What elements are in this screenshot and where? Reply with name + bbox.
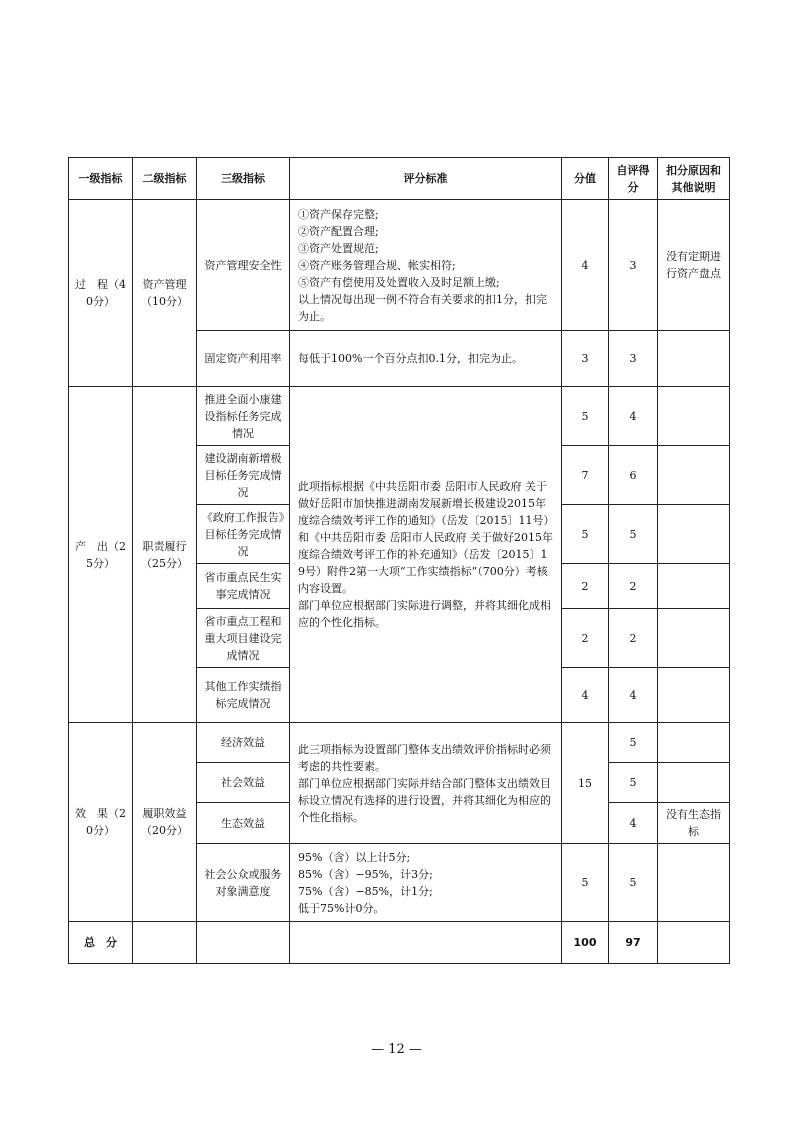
table-row bbox=[69, 200, 730, 331]
criteria-line: 75%（含）−85%，计1分; bbox=[298, 884, 433, 898]
level1-effect: 效 果（20分） bbox=[69, 723, 133, 922]
criteria-line: 部门单位应根据部门实际进行调整，并将其细化成相应的个性化指标。 bbox=[298, 599, 551, 629]
criteria-line: ⑤资产有偿使用及处置收入及时足额上缴; bbox=[298, 275, 500, 289]
criteria-line: 此三项指标为设置部门整体支出绩效评价指标时必须考虑的共性要素。 bbox=[298, 742, 551, 773]
criteria-line: 低于75%计0分。 bbox=[298, 901, 385, 915]
evaluation-table bbox=[68, 157, 730, 964]
criteria-cell bbox=[290, 844, 562, 922]
level2-asset-management: 资产管理（10分） bbox=[133, 200, 197, 387]
score-cell: 7 bbox=[562, 446, 609, 505]
header-criteria: 评分标准 bbox=[290, 158, 562, 200]
level3-cell: 省市重点工程和重大项目建设完成情况 bbox=[197, 609, 290, 668]
total-score: 100 bbox=[562, 922, 609, 964]
criteria-cell bbox=[290, 200, 562, 331]
header-level1: 一级指标 bbox=[69, 158, 133, 200]
total-label: 总 分 bbox=[69, 922, 133, 964]
level1-process: 过 程（40分） bbox=[69, 200, 133, 387]
score-cell: 5 bbox=[562, 844, 609, 922]
empty-cell bbox=[658, 922, 730, 964]
self-score-cell: 5 bbox=[609, 763, 658, 803]
note-cell bbox=[658, 609, 730, 668]
score-cell: 15 bbox=[562, 723, 609, 844]
level3-cell: 生态效益 bbox=[197, 803, 290, 844]
self-score-cell: 2 bbox=[609, 564, 658, 609]
empty-cell bbox=[197, 922, 290, 964]
criteria-cell bbox=[290, 723, 562, 844]
note-cell: 没有定期进行资产盘点 bbox=[658, 200, 730, 331]
total-self-score: 97 bbox=[609, 922, 658, 964]
self-score-cell: 2 bbox=[609, 609, 658, 668]
header-row bbox=[69, 158, 730, 200]
note-cell bbox=[658, 387, 730, 446]
criteria-line: 以上情况每出现一例不符合有关要求的扣1分，扣完为止。 bbox=[298, 292, 547, 323]
criteria-line: 部门单位应根据部门实际并结合部门整体支出绩效目标设立情况有选择的进行设置，并将其细化为相应的个性化指标。 bbox=[298, 776, 551, 824]
note-cell bbox=[658, 844, 730, 922]
criteria-cell bbox=[290, 387, 562, 723]
criteria-cell bbox=[290, 331, 562, 387]
self-score-cell: 3 bbox=[609, 200, 658, 331]
note-cell bbox=[658, 564, 730, 609]
criteria-line: 每低于100%一个百分点扣0.1分，扣完为止。 bbox=[298, 352, 523, 365]
header-self-score: 自评得分 bbox=[609, 158, 658, 200]
score-cell: 5 bbox=[562, 387, 609, 446]
self-score-cell: 4 bbox=[609, 668, 658, 723]
level2-performance: 履职效益（20分） bbox=[133, 723, 197, 922]
note-cell bbox=[658, 446, 730, 505]
level3-cell: 其他工作实绩指标完成情况 bbox=[197, 668, 290, 723]
level3-cell: 经济效益 bbox=[197, 723, 290, 763]
self-score-cell: 5 bbox=[609, 844, 658, 922]
self-score-cell: 5 bbox=[609, 723, 658, 763]
criteria-line: ①资产保存完整; bbox=[298, 207, 379, 221]
score-cell: 5 bbox=[562, 505, 609, 564]
score-cell: 4 bbox=[562, 668, 609, 723]
level3-cell: 资产管理安全性 bbox=[197, 200, 290, 331]
criteria-line: 85%（含）−95%，计3分; bbox=[298, 867, 433, 881]
table-row bbox=[69, 387, 730, 446]
criteria-line: 95%（含）以上计5分; bbox=[298, 850, 411, 864]
note-cell bbox=[658, 668, 730, 723]
total-row bbox=[69, 922, 730, 964]
score-cell: 2 bbox=[562, 564, 609, 609]
level3-cell: 社会公众或服务对象满意度 bbox=[197, 844, 290, 922]
level3-cell: 建设湖南新增极目标任务完成情况 bbox=[197, 446, 290, 505]
criteria-line: ④资产账务管理合规、帐实相符; bbox=[298, 258, 456, 272]
score-cell: 2 bbox=[562, 609, 609, 668]
note-cell bbox=[658, 331, 730, 387]
criteria-line: ②资产配置合理; bbox=[298, 224, 379, 238]
level2-duty: 职责履行（25分） bbox=[133, 387, 197, 723]
note-cell bbox=[658, 723, 730, 763]
level3-cell: 《政府工作报告》目标任务完成情况 bbox=[197, 505, 290, 564]
self-score-cell: 6 bbox=[609, 446, 658, 505]
header-level3: 三级指标 bbox=[197, 158, 290, 200]
self-score-cell: 4 bbox=[609, 803, 658, 844]
empty-cell bbox=[133, 922, 197, 964]
level1-output: 产 出（25分） bbox=[69, 387, 133, 723]
empty-cell bbox=[290, 922, 562, 964]
header-level2: 二级指标 bbox=[133, 158, 197, 200]
header-score: 分值 bbox=[562, 158, 609, 200]
self-score-cell: 5 bbox=[609, 505, 658, 564]
level3-cell: 社会效益 bbox=[197, 763, 290, 803]
page-number: — 12 — bbox=[371, 1042, 422, 1057]
note-cell: 没有生态指标 bbox=[658, 803, 730, 844]
self-score-cell: 3 bbox=[609, 331, 658, 387]
note-cell bbox=[658, 763, 730, 803]
level3-cell: 省市重点民生实事完成情况 bbox=[197, 564, 290, 609]
criteria-line: ③资产处置规范; bbox=[298, 241, 379, 255]
note-cell bbox=[658, 505, 730, 564]
criteria-line: 此项指标根据《中共岳阳市委 岳阳市人民政府 关于做好岳阳市加快推进湖南发展新增长极建设2015年度综合绩效考评工作的通知》（岳发〔2015〕11号）和《中共岳阳市委 岳阳市人民政府 关于做好2015年度综合绩效考评工作的补充通知》（岳发〔2015〕19号）附件2第一大项“工作实绩指标”（700分）考核内容设置。 bbox=[298, 480, 553, 595]
score-cell: 3 bbox=[562, 331, 609, 387]
level3-cell: 固定资产利用率 bbox=[197, 331, 290, 387]
table-row bbox=[69, 723, 730, 763]
header-note: 扣分原因和其他说明 bbox=[658, 158, 730, 200]
score-cell: 4 bbox=[562, 200, 609, 331]
self-score-cell: 4 bbox=[609, 387, 658, 446]
level3-cell: 推进全面小康建设指标任务完成情况 bbox=[197, 387, 290, 446]
